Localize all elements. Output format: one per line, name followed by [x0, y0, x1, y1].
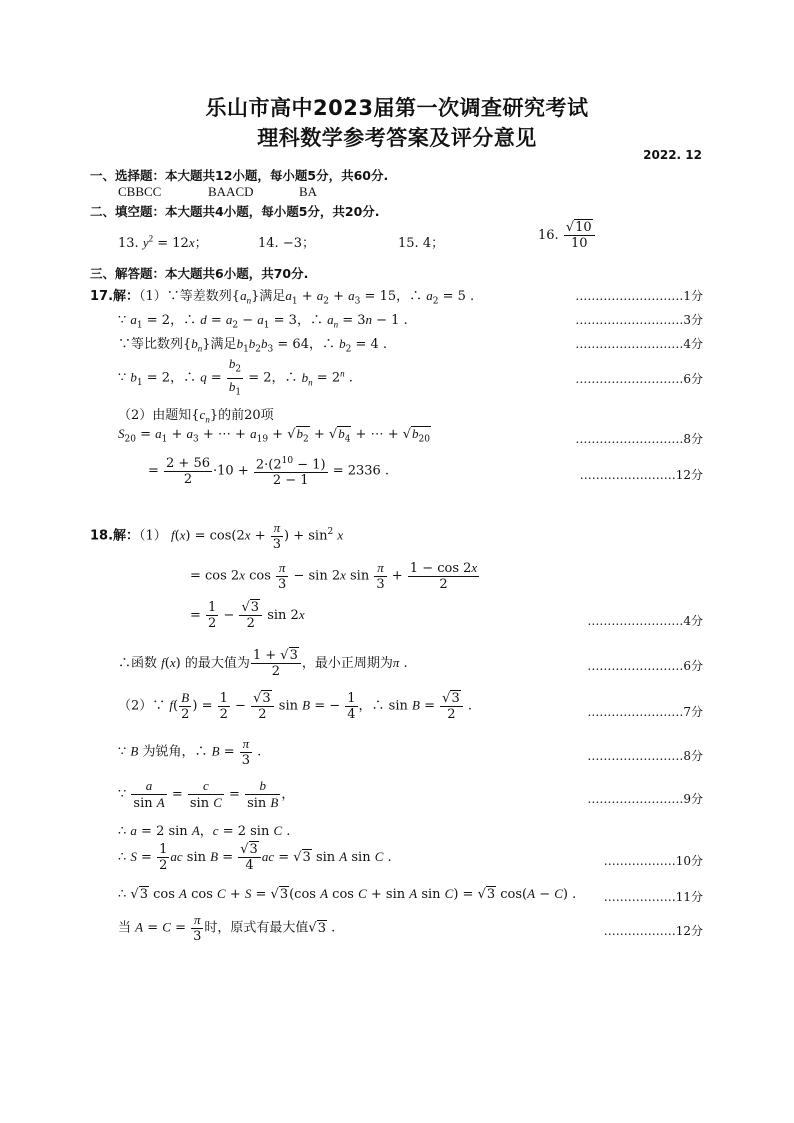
p18-step-10: ∴ √3 cos A cos C + S = √3(cos A cos C + sin A sin C) = √3 cos(A − C) .: [118, 886, 577, 902]
choice-answers-1-5: CBBCC: [118, 184, 162, 199]
p18-step-4: ∴函数 f(x) 的最大值为 $\frac{1 + √3}{2}$ ，最小正周期为π .: [118, 648, 408, 679]
p18-step-3: = $\frac{1}{2}$ − $\frac{√3}{2}$ sin 2x: [190, 600, 305, 631]
p17-step-3: ∵等比数列$\{b_n\}$满足$b_1b_2b_3 = 64$，∴ $b_2 = 4$ .: [118, 336, 388, 355]
p17-part2: （2）由题知$\{c_n\}$的前20项: [118, 407, 274, 425]
q14-label: 14.: [258, 236, 279, 251]
choice-answers-6-10: BAACD: [208, 184, 254, 199]
p18-step-9: ∴ S = $\frac{1}{2}$ ac sin B = $\frac{√3}{4}$ ac = √3 sin A sin C .: [118, 842, 392, 873]
document-subtitle: 理科数学参考答案及评分意见: [257, 126, 537, 150]
p17-step-4: ∵ $b_1 = 2$，∴ q = $\frac{b_2}{b_1}$ = 2，∴ $b_n = 2^n$ .: [118, 356, 353, 398]
p18-step-6: ∵ B 为锐角，∴ B = $\frac{\pi}{3}$ .: [118, 736, 262, 768]
p17-step-2: ∵ $a_1 = 2$，∴ $d = a_2 - a_1 = 3$，∴ $a_n = 3n - 1$ .: [118, 312, 408, 331]
document-title: 乐山市高中2023届第一次调查研究考试: [205, 96, 589, 120]
p18-label: 18.解：: [90, 528, 140, 544]
p17-score-3: ………………………4分: [575, 337, 703, 351]
p17-score-6: ……………………12分: [579, 468, 703, 482]
p18-step-11: 当 A = C = $\frac{\pi}{3}$ 时，原式有最大值√3 .: [118, 912, 336, 944]
section-fill-heading: 二、填空题：本大题共4小题，每小题5分，共20分.: [90, 204, 380, 219]
p18-step-5: （2）∵ f( $\frac{B}{2}$ ) = $\frac{1}{2}$ − $\frac{√3}{2}$ sin B = − $\frac{1}{4}$ ，∴ sin B = $\frac{√3}{2}$ .: [118, 690, 472, 722]
q15-label: 15.: [398, 236, 419, 251]
fill-answer-16: 16. $\frac{√10}{10}$: [538, 220, 596, 251]
p18-score-7: ………………11分: [603, 890, 703, 904]
p18-step-2: = cos 2x cos $\frac{\pi}{3}$ − sin 2x sin $\frac{\pi}{3}$ + $\frac{1 - \cos 2x}{2}$: [190, 560, 478, 592]
p17-score-1: ………………………1分: [575, 289, 703, 303]
section-choice-heading: 一、选择题：本大题共12小题，每小题5分，共60分.: [90, 168, 389, 183]
choice-answers-11-12: BA: [299, 184, 318, 199]
p18-score-8: ………………12分: [603, 924, 703, 938]
section-solution-heading: 三、解答题：本大题共6小题，共70分.: [90, 266, 309, 281]
p17-step-6: = $\frac{2 + 56}{2}$ ·10 + $\frac{2\cdot(2^{10} - 1)}{2 - 1}$ = 2336 .: [148, 455, 390, 489]
p18-step-7: ∵ $\frac{a}{\text{sin A}}$ = $\frac{c}{\text{sin C}}$ = $\frac{b}{\text{sin B}}$ ，: [118, 778, 295, 811]
document-date: 2022. 12: [643, 148, 702, 162]
p17-score-5: ………………………8分: [575, 432, 703, 446]
p18-score-2: ……………………6分: [587, 659, 703, 673]
fill-answer-14: 14. −3；: [258, 236, 315, 251]
p17-score-2: ………………………3分: [575, 313, 703, 327]
p18-score-4: ……………………8分: [587, 749, 703, 763]
p18-score-6: ………………10分: [603, 854, 703, 868]
p17-step-5: $S_{20} = a_1 + a_3$ + ⋯ + $a_{19} + √b_2 + √b_4$ + ⋯ + $√b_{20}$: [118, 426, 430, 445]
fill-answer-13: 13. $y^2 = 12x$；: [118, 233, 208, 251]
p18-step-1: 18.解：（1） f(x) = cos(2x + $\frac{\pi}{3}$ ) + $\sin^2 x$: [90, 520, 344, 552]
p17-score-4: ………………………6分: [575, 372, 703, 386]
q16-label: 16.: [538, 228, 559, 243]
fill-answer-15: 15. 4；: [398, 236, 445, 251]
p17-label: 17.解：: [90, 289, 140, 304]
p18-score-1: ……………………4分: [587, 614, 703, 628]
p17-step-1: 17.解：（1）∵等差数列$\{a_n\}$满足$a_1 + a_2 + a_3 = 15$，∴ $a_2 = 5$ .: [90, 288, 475, 307]
p18-score-3: ……………………7分: [587, 705, 703, 719]
q13-label: 13.: [118, 236, 139, 251]
p18-step-8: ∴ a = 2 sin A，c = 2 sin C .: [118, 823, 291, 839]
p18-score-5: ……………………9分: [587, 792, 703, 806]
